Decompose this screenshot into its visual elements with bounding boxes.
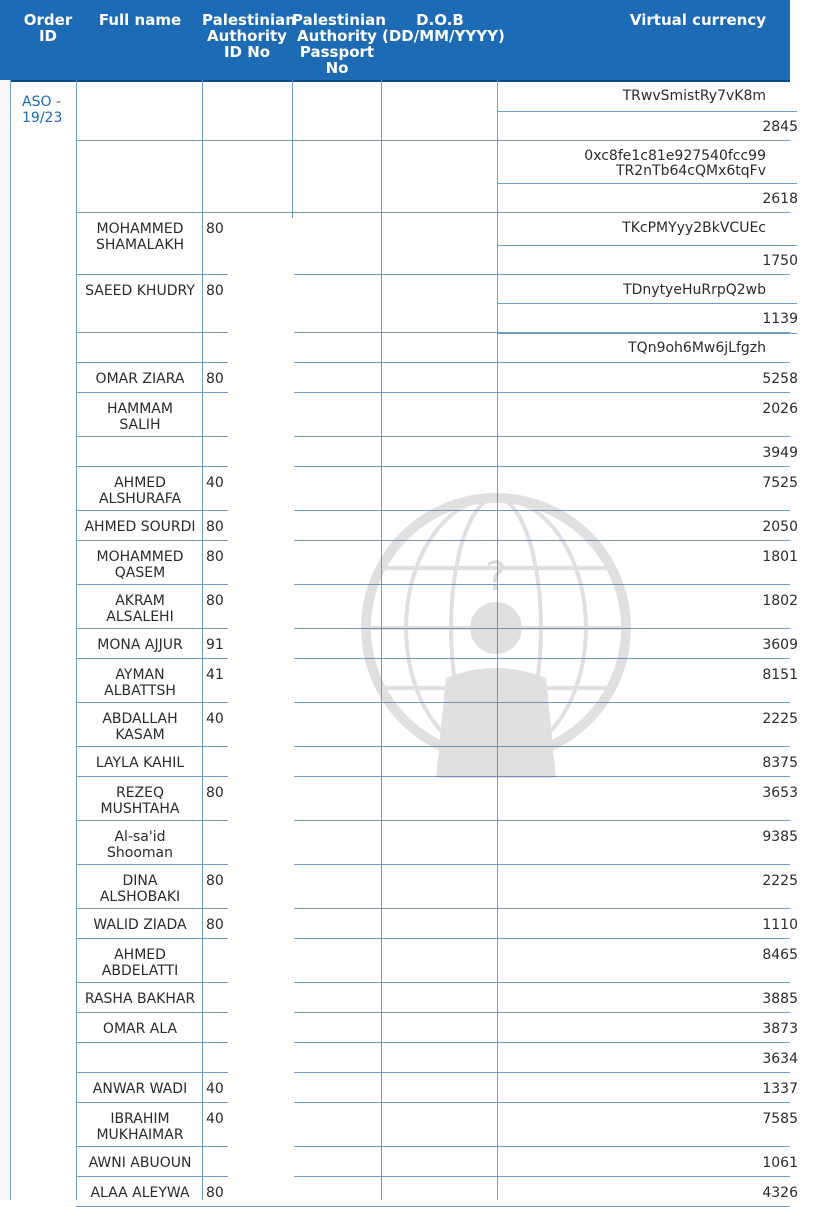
cell-pa-id: 41 [206, 667, 224, 683]
cell-full-name: DINA ALSHOBAKI [99, 873, 181, 905]
cell-wallet-address [498, 939, 798, 947]
cell-pa-id: 40 [206, 711, 224, 727]
cell-full-name: SAEED KHUDRY [85, 283, 195, 299]
table-row [76, 333, 790, 363]
cell-pa-id: 80 [206, 371, 224, 387]
currency-subdivider [497, 245, 797, 246]
column-divider [10, 80, 11, 1200]
cell-amount: 4326 [762, 1185, 798, 1201]
table-row [76, 393, 798, 437]
cell-pa-id: 80 [206, 1185, 224, 1201]
cell-full-name: ANWAR WADI [92, 1081, 188, 1097]
cell-full-name: MOHAMMED QASEM [96, 549, 184, 581]
cell-wallet-address: TDnytyeHuRrpQ2wb [623, 282, 766, 298]
cell-wallet-address [498, 1073, 798, 1081]
header-dob: D.O.B (DD/MM/YYYY) [382, 11, 505, 45]
cell-wallet-address [498, 983, 798, 991]
cell-pa-id [206, 141, 266, 149]
cell-full-name: LAYLA KAHIL [95, 755, 185, 771]
cell-full-name: REZEQ MUSHTAHA [100, 785, 180, 817]
header-pa-id: Palestinian Authority ID No [202, 11, 296, 61]
table-row [76, 1103, 798, 1147]
table-row [76, 437, 798, 467]
table-row [76, 363, 798, 393]
column-divider [76, 80, 77, 1200]
cell-wallet-address [498, 1013, 798, 1021]
table-row [76, 1073, 798, 1103]
cell-amount: 3873 [762, 1021, 798, 1037]
table-row [76, 275, 798, 333]
cell-pa-id: 80 [206, 549, 224, 565]
cell-wallet-address: TQn9oh6Mw6jLfgzh [628, 340, 766, 356]
cell-amount: 2225 [762, 711, 798, 727]
svg-text:?: ? [485, 554, 507, 600]
cell-amount: 8151 [762, 667, 798, 683]
cell-amount: 7585 [762, 1111, 798, 1127]
cell-full-name: ABDALLAH KASAM [102, 711, 178, 743]
currency-subdivider [497, 303, 797, 304]
left-margin [0, 80, 10, 1200]
cell-full-name: MOHAMMED SHAMALAKH [95, 221, 185, 253]
cell-full-name: RASHA BAKHAR [84, 991, 196, 1007]
table-row [76, 1177, 798, 1207]
currency-subdivider [497, 183, 797, 184]
table-row [76, 983, 798, 1013]
cell-wallet-address [498, 437, 798, 445]
cell-pa-id: 80 [206, 917, 224, 933]
cell-wallet-address [498, 865, 798, 873]
cell-amount: 5258 [762, 371, 798, 387]
cell-pa-id [206, 81, 266, 89]
cell-pa-id: 80 [206, 221, 224, 237]
cell-amount: 1061 [762, 1155, 798, 1171]
cell-full-name: Al-sa'id Shooman [107, 829, 173, 861]
cell-full-name: MONA AJJUR [97, 637, 183, 653]
cell-full-name: AHMED SOURDI [84, 519, 196, 535]
cell-full-name: HAMMAM SALIH [107, 401, 173, 433]
cell-wallet-address [498, 1043, 798, 1051]
cell-full-name: IBRAHIM MUKHAIMAR [96, 1111, 184, 1143]
cell-full-name [78, 437, 202, 445]
cell-wallet-address [498, 909, 798, 917]
cell-amount: 8465 [762, 947, 798, 963]
cell-pa-id: 80 [206, 593, 224, 609]
cell-full-name: ALAA ALEYWA [90, 1185, 190, 1201]
cell-pa-id: 80 [206, 873, 224, 889]
cell-amount: 2845 [762, 119, 798, 135]
header-full-name: Full name [98, 11, 182, 29]
currency-subdivider [497, 333, 797, 334]
cell-pa-id: 91 [206, 637, 224, 653]
header-pa-passport: Palestinian Authority Passport No [292, 11, 386, 77]
cell-amount: 3634 [762, 1051, 798, 1067]
cell-full-name: AYMAN ALBATTSH [104, 667, 176, 699]
table-row [76, 909, 798, 939]
cell-full-name: AHMED ABDELATTI [101, 947, 179, 979]
cell-pa-id: 40 [206, 1111, 224, 1127]
cell-amount: 1802 [762, 593, 798, 609]
column-divider [202, 80, 203, 1200]
cell-amount: 2026 [762, 401, 798, 417]
header-order-id: Order ID [23, 11, 73, 45]
cell-full-name [78, 333, 202, 341]
cell-amount: 3609 [762, 637, 798, 653]
currency-subdivider [497, 111, 797, 112]
cell-wallet-address [498, 363, 798, 371]
table-row [76, 1013, 798, 1043]
cell-amount: 1110 [762, 917, 798, 933]
cell-wallet-address: 0xc8fe1c81e927540fcc99 TR2nTb64cQMx6tqFv [584, 148, 766, 179]
table-row [76, 821, 798, 865]
cell-full-name: WALID ZIADA [93, 917, 187, 933]
table-row [76, 213, 798, 275]
cell-full-name: AHMED ALSHURAFA [98, 475, 182, 507]
table-row [76, 1147, 798, 1177]
cell-amount: 2618 [762, 191, 798, 207]
cell-pa-id: 80 [206, 519, 224, 535]
cell-full-name: OMAR ALA [102, 1021, 178, 1037]
cell-amount: 2050 [762, 519, 798, 535]
table-row [76, 141, 798, 213]
cell-pa-id: 80 [206, 283, 224, 299]
cell-wallet-address: TRwvSmistRy7vK8m [622, 88, 766, 104]
cell-full-name [78, 1043, 202, 1051]
cell-amount: 1801 [762, 549, 798, 565]
cell-amount: 7525 [762, 475, 798, 491]
cell-amount: 3949 [762, 445, 798, 461]
anonymous-watermark-logo [342, 478, 650, 808]
redaction-block [228, 218, 294, 1200]
cell-wallet-address [498, 467, 798, 475]
cell-amount: 3885 [762, 991, 798, 1007]
table-row [76, 1043, 798, 1073]
cell-wallet-address [498, 821, 798, 829]
cell-amount: 2225 [762, 873, 798, 889]
cell-full-name: AKRAM ALSALEHI [106, 593, 174, 625]
cell-amount: 1750 [762, 253, 798, 269]
cell-amount: 9385 [762, 829, 798, 845]
cell-full-name [78, 141, 202, 149]
cell-wallet-address [498, 1177, 798, 1185]
table-row [76, 865, 798, 909]
cell-wallet-address [498, 1147, 798, 1155]
cell-wallet-address [498, 393, 798, 401]
cell-amount: 1139 [762, 311, 798, 327]
cell-full-name [78, 81, 202, 89]
cell-pa-id: 80 [206, 785, 224, 801]
cell-wallet-address [498, 1103, 798, 1111]
cell-amount: 3653 [762, 785, 798, 801]
order-id: ASO - 19/23 [22, 94, 63, 126]
cell-wallet-address: TKcPMYyy2BkVCUEc [622, 220, 766, 236]
cell-full-name: OMAR ZIARA [95, 371, 185, 387]
cell-amount: 8375 [762, 755, 798, 771]
cell-amount: 1337 [762, 1081, 798, 1097]
cell-pa-id: 40 [206, 475, 224, 491]
table-header [0, 0, 790, 82]
header-virtual-currency: Virtual currency [629, 11, 766, 29]
cell-pa-id: 40 [206, 1081, 224, 1097]
table-row [76, 939, 798, 983]
table-row [76, 81, 798, 141]
cell-full-name: AWNI ABUOUN [88, 1155, 192, 1171]
